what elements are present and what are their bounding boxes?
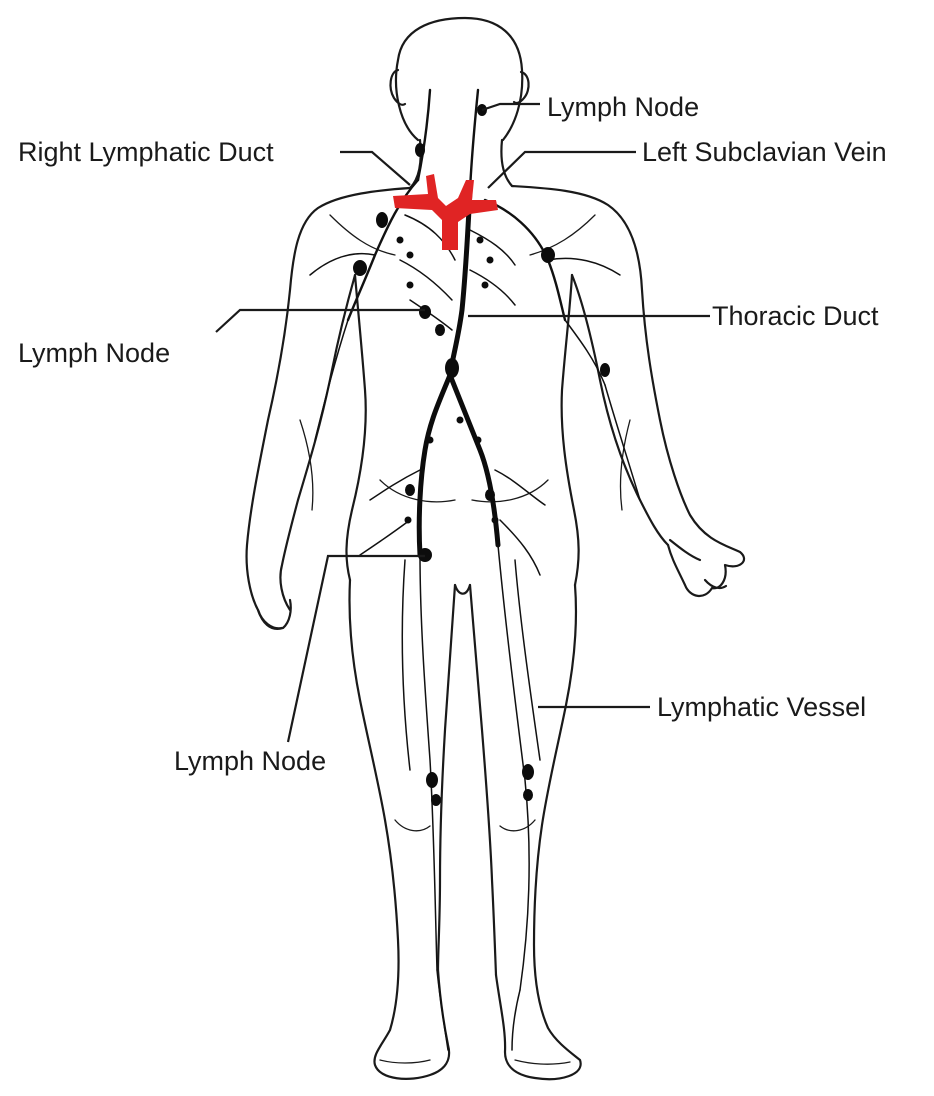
lymph-node-small <box>407 252 414 259</box>
lymph-node-small <box>487 257 494 264</box>
lymph-node-knee-left-2 <box>523 789 533 801</box>
leader-right-lymphatic-duct <box>340 152 410 185</box>
lymph-node-axilla-right <box>353 260 367 276</box>
lymph-node-pelvis-2 <box>485 489 495 501</box>
lymph-node-small <box>407 282 414 289</box>
label-lymph-node-neck: Lymph Node <box>547 92 700 122</box>
lymph-node-axilla-left <box>541 247 555 263</box>
label-right-lymphatic-duct: Right Lymphatic Duct <box>18 137 274 167</box>
lymph-node-pelvis-1 <box>405 484 415 496</box>
label-lymph-node-chest: Lymph Node <box>18 338 171 368</box>
lymphatic-vessels <box>310 90 640 1050</box>
lymph-node-small <box>492 517 499 524</box>
lymph-node-small <box>475 437 482 444</box>
label-lymphatic-vessel: Lymphatic Vessel <box>657 692 867 722</box>
lymph-node-neck-2 <box>415 143 425 157</box>
label-left-subclavian-vein: Left Subclavian Vein <box>642 137 887 167</box>
lymph-node-knee-right-2 <box>431 794 441 806</box>
lymph-node-small <box>477 237 484 244</box>
lymph-node-small <box>405 517 412 524</box>
lymph-node-elbow-left <box>600 363 610 377</box>
leader-lymph-node-chest <box>216 310 425 332</box>
body-outline <box>247 18 744 1079</box>
labels <box>18 92 887 776</box>
label-thoracic-duct: Thoracic Duct <box>712 301 879 331</box>
lymph-node-chest <box>419 305 431 319</box>
lymph-node-cisterna <box>445 358 459 378</box>
lymph-node-small <box>482 282 489 289</box>
lymph-node-knee-left <box>522 764 534 780</box>
lymph-node-chest-2 <box>435 324 445 336</box>
label-lymph-node-groin: Lymph Node <box>174 746 327 776</box>
lymph-node-knee-right <box>426 772 438 788</box>
lymph-node-small <box>457 417 464 424</box>
lymph-node-clavicle-right <box>376 212 388 228</box>
lymph-node-small <box>397 237 404 244</box>
leader-lymph-node-neck <box>482 104 540 110</box>
lymph-node-small <box>427 437 434 444</box>
